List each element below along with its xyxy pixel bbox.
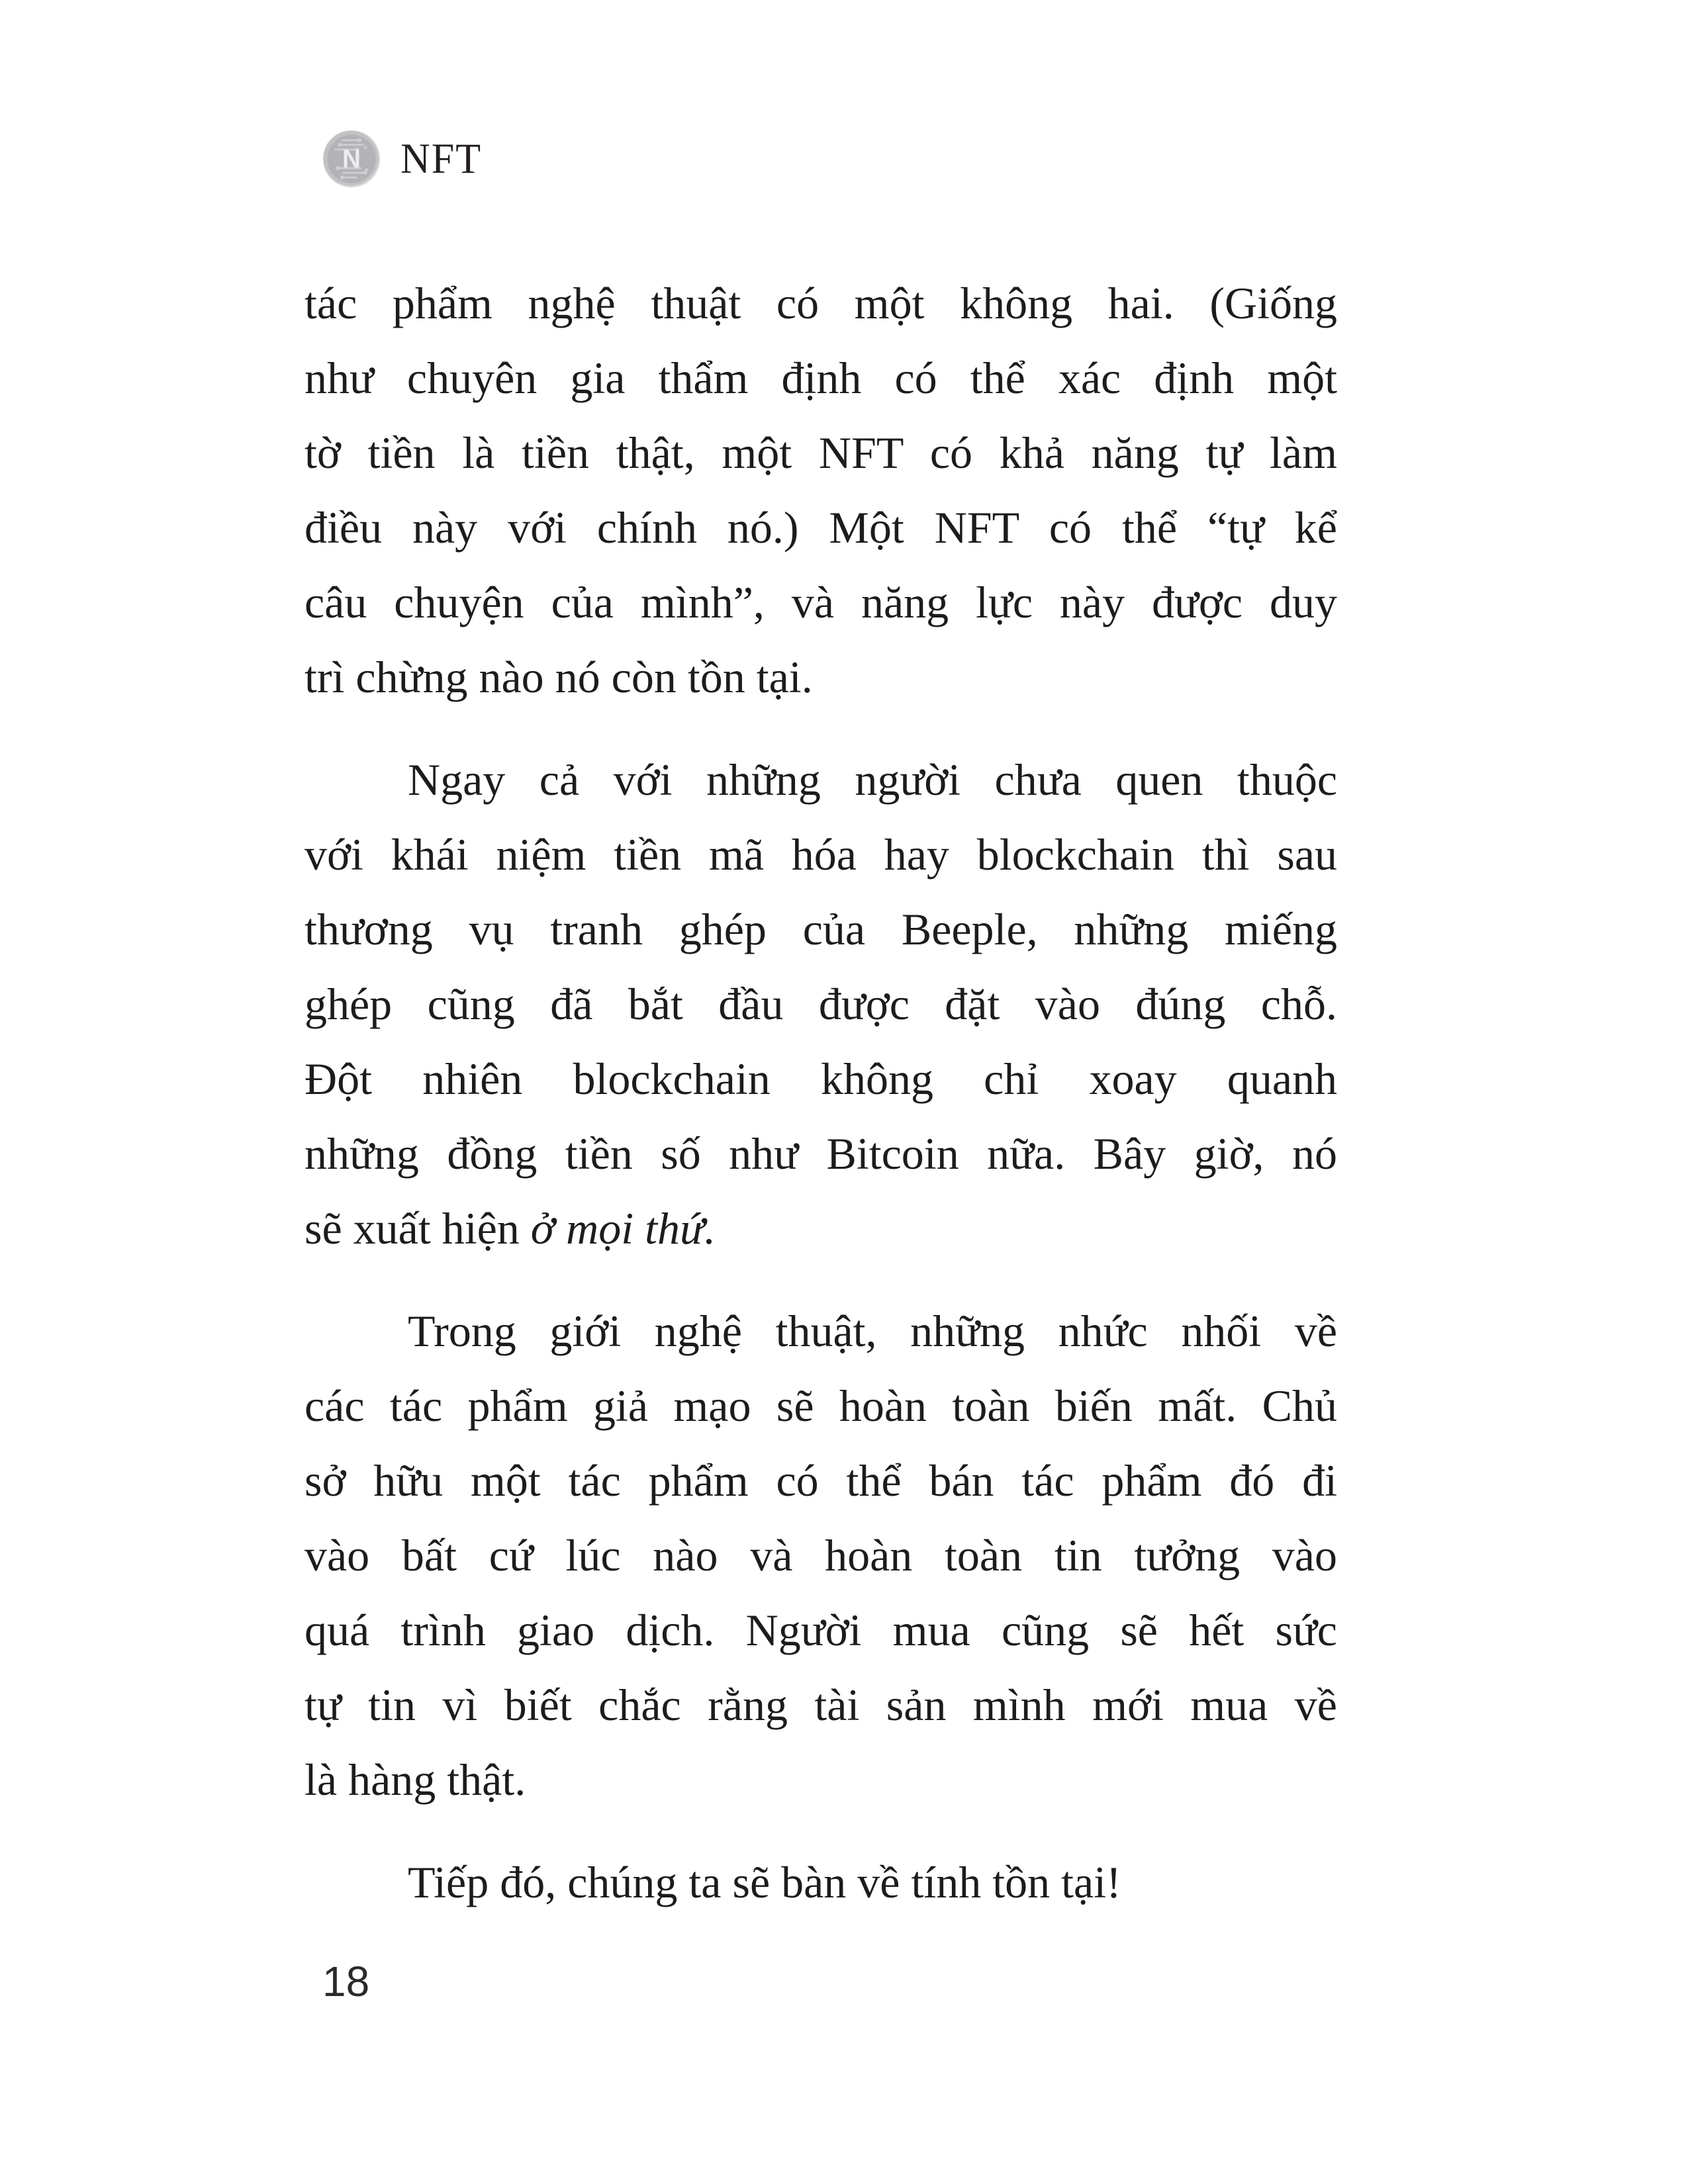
text-segment: điều này với chính nó.) Một NFT có thể “tự kể <box>305 502 1337 553</box>
text-line <box>305 1518 1337 1593</box>
text-line <box>305 1593 1337 1668</box>
text-line <box>305 1845 1337 1920</box>
text-segment: thương vụ tranh ghép của Beeple, những miếng <box>305 904 1337 954</box>
text-line <box>305 1294 1337 1369</box>
text-segment: Tiếp đó, chúng ta sẽ bàn về tính tồn tại! <box>408 1857 1121 1907</box>
text-segment: Đột nhiên blockchain không chỉ xoay quanh <box>305 1054 1337 1104</box>
brand-label: NFT <box>400 135 483 183</box>
text-line <box>305 1743 1337 1817</box>
text-line <box>305 266 1337 341</box>
text-line <box>305 892 1337 967</box>
text-line <box>305 1668 1337 1743</box>
paragraph <box>305 743 1337 1266</box>
text-line <box>305 1443 1337 1518</box>
text-line <box>305 743 1337 817</box>
coin-letter: N <box>342 144 361 173</box>
text-segment: tự tin vì biết chắc rằng tài sản mình mới mua về <box>305 1680 1337 1730</box>
text-line <box>305 416 1337 490</box>
text-line <box>305 1191 1337 1266</box>
paragraph <box>305 1845 1337 1920</box>
italic-text: ở mọi thứ. <box>530 1203 716 1253</box>
text-segment: như chuyên gia thẩm định có thể xác định một <box>305 353 1337 403</box>
text-segment: vào bất cứ lúc nào và hoàn toàn tin tưởng vào <box>305 1530 1337 1580</box>
text-segment: ghép cũng đã bắt đầu được đặt vào đúng chỗ. <box>305 979 1337 1029</box>
text-line <box>305 1116 1337 1191</box>
text-segment: Ngay cả với những người chưa quen thuộc <box>408 754 1337 805</box>
text-line <box>305 341 1337 416</box>
text-segment: sẽ xuất hiện <box>305 1203 531 1253</box>
text-segment: quá trình giao dịch. Người mua cũng sẽ hết sức <box>305 1605 1337 1655</box>
text-segment: các tác phẩm giả mạo sẽ hoàn toàn biến mất. Chủ <box>305 1381 1337 1431</box>
page-header <box>322 130 482 188</box>
text-segment: câu chuyện của mình”, và năng lực này được duy <box>305 577 1337 627</box>
text-segment: là hàng thật. <box>305 1754 526 1805</box>
text-segment: sở hữu một tác phẩm có thể bán tác phẩm đó đi <box>305 1455 1337 1506</box>
text-segment: với khái niệm tiền mã hóa hay blockchain thì sau <box>305 829 1337 880</box>
text-line <box>305 640 1337 715</box>
text-segment: tờ tiền là tiền thật, một NFT có khả năng tự làm <box>305 428 1337 478</box>
text-line <box>305 1042 1337 1116</box>
paragraph <box>305 1294 1337 1817</box>
text-segment: tác phẩm nghệ thuật có một không hai. (Giống <box>305 278 1337 328</box>
text-segment: Trong giới nghệ thuật, những nhức nhối về <box>408 1306 1337 1356</box>
page-number: 18 <box>322 1958 370 2005</box>
paragraph <box>305 266 1337 715</box>
nft-coin-icon <box>322 130 381 188</box>
text-segment: những đồng tiền số như Bitcoin nữa. Bây giờ, nó <box>305 1128 1337 1179</box>
text-line <box>305 817 1337 892</box>
text-segment: trì chừng nào nó còn tồn tại. <box>305 652 813 702</box>
text-line <box>305 565 1337 640</box>
text-line <box>305 967 1337 1042</box>
body-text <box>305 266 1337 1920</box>
text-line <box>305 490 1337 565</box>
text-line <box>305 1369 1337 1443</box>
